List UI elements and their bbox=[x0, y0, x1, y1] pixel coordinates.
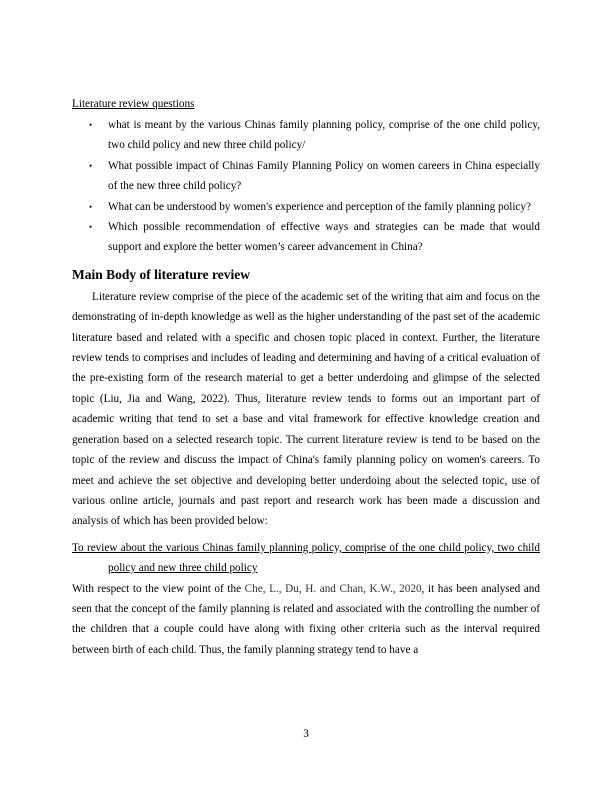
question-text: Which possible recommendation of effective ways and strategies can be made that would support and explore the better women’s career advancement in China? bbox=[108, 221, 540, 254]
bullet-icon: • bbox=[89, 120, 93, 130]
question-text: What possible impact of Chinas Family Planning Policy on women careers in China especially of the new three child policy? bbox=[108, 159, 540, 193]
paragraph-prefix: With respect to the view point of the bbox=[72, 582, 245, 595]
list-item bbox=[72, 115, 540, 156]
question-text: What can be understood by women's experience and perception of the family planning policy? bbox=[108, 200, 531, 213]
list-item bbox=[72, 197, 540, 217]
citation: Che, L., Du, H. and Chan, K.W., 2020 bbox=[244, 582, 422, 595]
bullet-icon: • bbox=[89, 201, 93, 212]
paragraph-rest: , it has been analysed and seen that the concept of the family planning is related and associated with the controlling the number of the children that a couple could have along with fixing other criteria such as the interval required between birth of each child. Thus, the family planning strategy tend to have a bbox=[72, 582, 540, 656]
question-text: what is meant by the various Chinas family planning policy, comprise of the one child policy, two child policy and new three child policy/ bbox=[108, 119, 540, 152]
lr-questions-list bbox=[72, 115, 540, 258]
page-content bbox=[72, 96, 540, 660]
list-item bbox=[72, 217, 540, 258]
main-body-paragraph: Literature review comprise of the piece of the academic set of the writing that aim and focus on the demonstrating of in-depth knowledge as well as the higher understanding of the past set of the academic literature based and related with a specific and chosen topic placed in context. Further, the literature review tends to comprises and includes of leading and determining and having of a critical evaluation of the pre-existing form of the research material to get a better underdoing and glimpse of the selected topic (Liu, Jia and Wang, 2022). Thus, literature review tends to forms out an important part of academic writing that tend to set a base and vital framework for effective knowledge creation and generation based on a selected research topic. The current literature review is tend to be based on the topic of the review and discuss the impact of China's family planning policy on women's careers. To meet and achieve the set objective and developing better underdoing about the selected topic, use of various online article, journals and past report and research work has been made a discussion and analysis of which has been provided below: bbox=[72, 290, 540, 528]
main-body-heading: Main Body of literature review bbox=[72, 266, 250, 282]
bullet-icon: • bbox=[89, 160, 93, 171]
bullet-icon: • bbox=[89, 222, 93, 233]
section-subheading: To review about the various Chinas family planning policy, comprise of the one child policy, two child policy and new three child policy bbox=[72, 541, 540, 575]
lr-questions-heading: Literature review questions bbox=[72, 98, 195, 110]
section-paragraph bbox=[72, 579, 540, 661]
page-number: 3 bbox=[303, 728, 309, 740]
list-item bbox=[72, 156, 540, 197]
